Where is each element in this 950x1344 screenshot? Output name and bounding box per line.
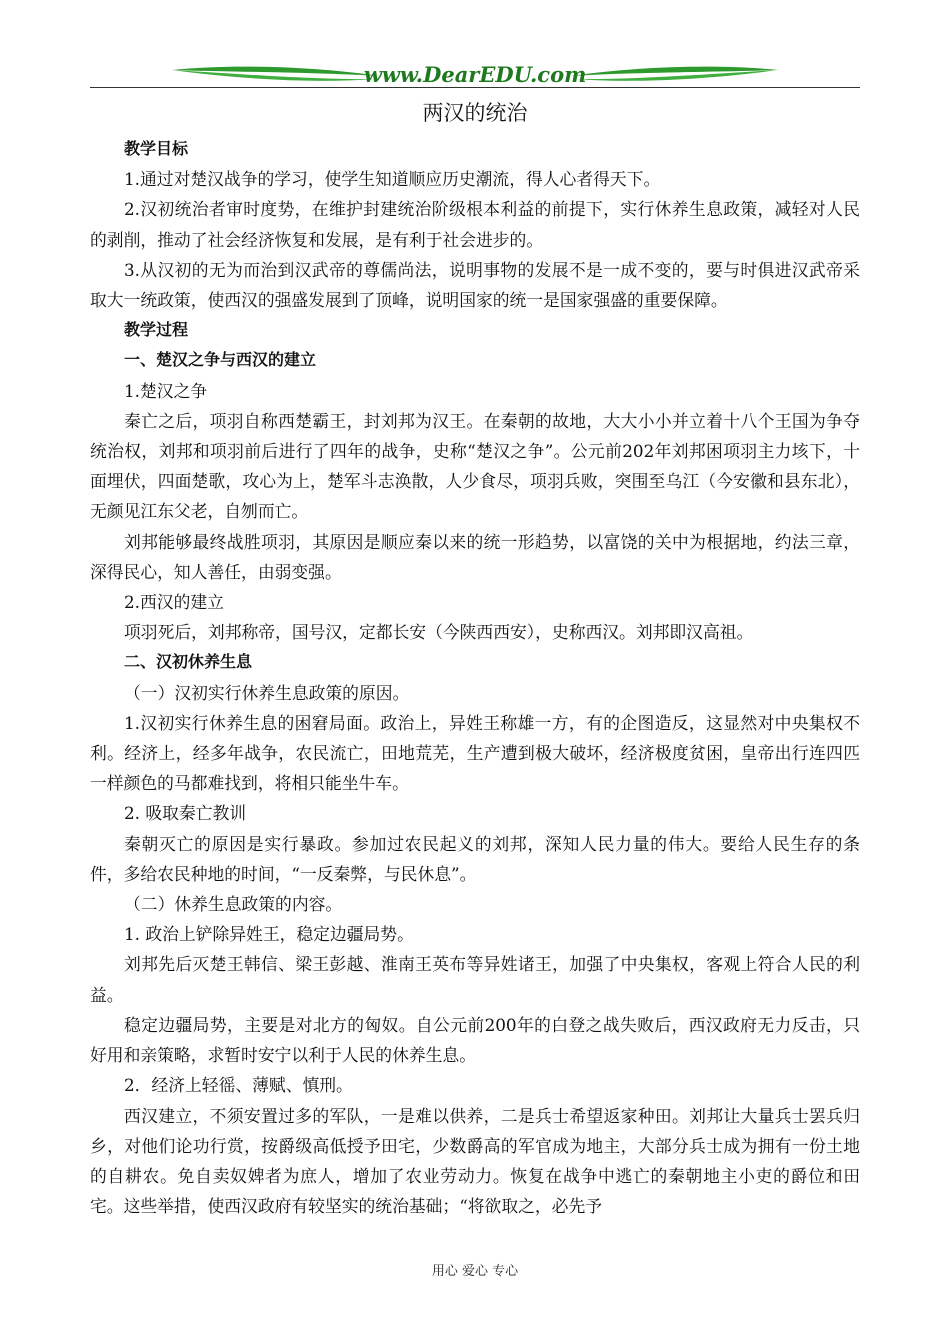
- body-paragraph: 西汉建立，不须安置过多的军队，一是难以供养，二是兵士希望返家种田。刘邦让大量兵士罢兵归乡，对他们论功行赏，按爵级高低授予田宅，少数爵高的军官成为地主，大部分兵士成为拥有一份土地的自耕农。免自卖奴婢者为庶人，增加了农业劳动力。恢复在战争中逃亡的秦朝地主小吏的爵位和田宅。这些举措，使西汉政府有较坚实的统治基础；“将欲取之，必先予: [90, 1105, 860, 1217]
- body-paragraph: 项羽死后，刘邦称帝，国号汉，定都长安（今陕西西安），史称西汉。刘邦即汉高祖。: [124, 622, 754, 643]
- page-title: 两汉的统治: [422, 101, 528, 125]
- body-paragraph: 1. 政治上铲除异姓王，稳定边疆局势。: [124, 924, 414, 945]
- body-paragraph: （一）汉初实行休养生息政策的原因。: [124, 682, 410, 703]
- body-paragraph: 稳定边疆局势，主要是对北方的匈奴。自公元前200年的白登之战失败后，西汉政府无力反击，只好用和亲策略，求暂时安宁以利于人民的休养生息。: [90, 1014, 860, 1066]
- body-paragraph: 秦亡之后，项羽自称西楚霸王，封刘邦为汉王。在秦朝的故地，大大小小并立着十八个王国为争夺统治权，刘邦和项羽前后进行了四年的战争，史称“楚汉之争”。公元前202年刘邦困项羽主力垓下，十面埋伏，四面楚歌，攻心为上，楚军斗志涣散，人少食尽，项羽兵败，突围至乌江（今安徽和县东北），无颜见江东父老，自刎而亡。: [90, 410, 860, 522]
- header-divider: [90, 87, 860, 88]
- document-body: [90, 134, 860, 1221]
- logo-text: www.DearEDU.com: [363, 62, 587, 87]
- body-paragraph: 3.从汉初的无为而治到汉武帝的尊儒尚法，说明事物的发展不是一成不变的，要与时俱进汉武帝采取大一统政策，使西汉的强盛发展到了顶峰，说明国家的统一是国家强盛的重要保障。: [90, 259, 860, 311]
- body-paragraph: 1.楚汉之争: [124, 380, 208, 401]
- body-paragraph: 2.西汉的建立: [124, 592, 224, 613]
- section-heading: 教学目标: [124, 139, 189, 158]
- body-paragraph: 2. 吸取秦亡教训: [124, 803, 247, 824]
- body-paragraph: 1.通过对楚汉战争的学习，使学生知道顺应历史潮流，得人心者得天下。: [124, 169, 661, 190]
- body-paragraph: （二）休养生息政策的内容。: [124, 894, 343, 915]
- section-heading: 教学过程: [124, 320, 189, 340]
- site-logo: [170, 62, 780, 88]
- body-paragraph: 刘邦能够最终战胜项羽，其原因是顺应秦以来的统一形趋势，以富饶的关中为根据地，约法三章，深得民心，知人善任，由弱变强。: [90, 531, 860, 582]
- section-heading: 二、汉初休养生息: [124, 652, 253, 672]
- section-heading: 一、楚汉之争与西汉的建立: [124, 350, 317, 370]
- body-paragraph: 刘邦先后灭楚王韩信、梁王彭越、淮南王英布等异姓诸王，加强了中央集权，客观上符合人民的利益。: [90, 954, 860, 1005]
- body-paragraph: 1.汉初实行休养生息的困窘局面。政治上，异姓王称雄一方，有的企图造反，这显然对中央集权不利。经济上，经多年战争，农民流亡，田地荒芜，生产遭到极大破坏，经济极度贫困，皇帝出行连四匹一样颜色的马都难找到，将相只能坐牛车。: [90, 712, 860, 794]
- body-paragraph: 2.汉初统治者审时度势，在维护封建统治阶级根本利益的前提下，实行休养生息政策，减轻对人民的剥削，推动了社会经济恢复和发展，是有利于社会进步的。: [90, 199, 860, 250]
- body-paragraph: 2．经济上轻徭、薄赋、慎刑。: [124, 1075, 353, 1096]
- body-paragraph: 秦朝灭亡的原因是实行暴政。参加过农民起义的刘邦，深知人民力量的伟大。要给人民生存的条件，多给农民种地的时间，“一反秦弊，与民休息”。: [90, 833, 860, 884]
- page-footer: 用心 爱心 专心: [431, 1264, 519, 1279]
